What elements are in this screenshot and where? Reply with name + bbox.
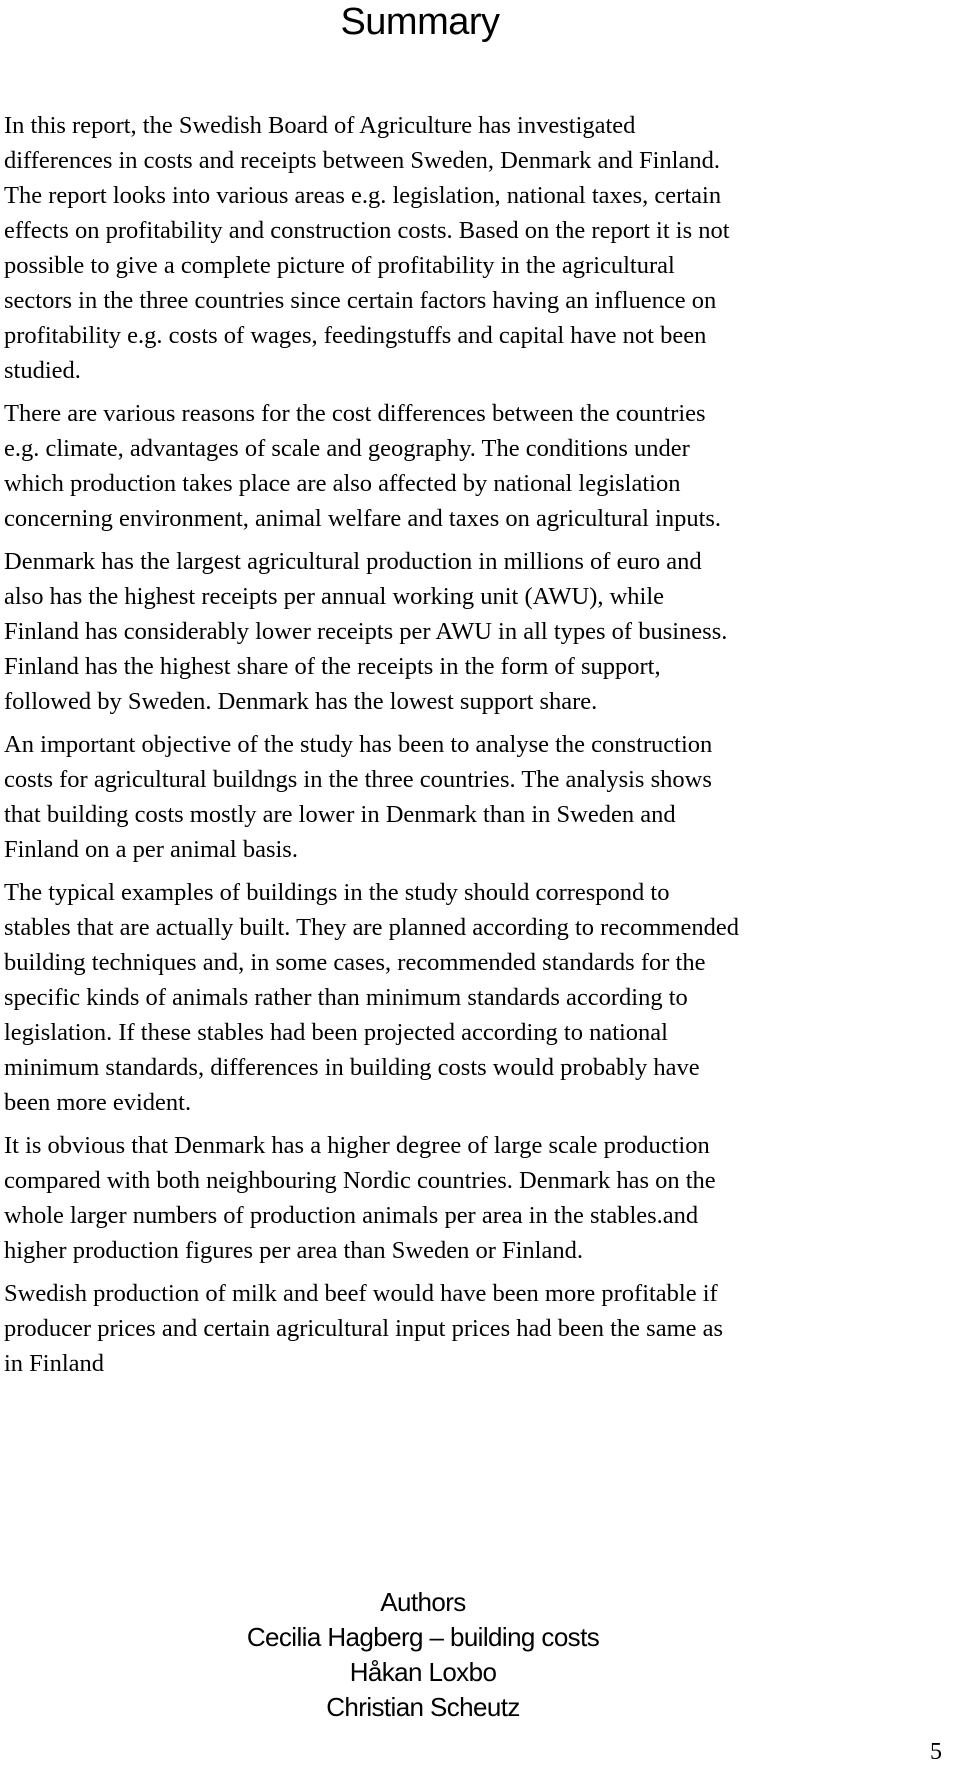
authors-heading: Authors (380, 1587, 466, 1617)
page-title: Summary (340, 1, 500, 43)
authors-block (0, 1585, 846, 1725)
paragraph-7: Swedish production of milk and beef would have been more profitable if producer prices and certain agricultural input prices had been the same as in Finland (4, 1280, 724, 1377)
paragraph-1: In this report, the Swedish Board of Agriculture has investigated differences in costs and receipts between Sweden, Denmark and Finland. The report looks into various areas e.g. legislation, national taxes, certain effects on profitability and construction costs. Based on the report it is not possible to give a complete picture of profitability in the agricultural sectors in the three countries since certain factors having an influence on profitability e.g. costs of wages, feedingstuffs and capital have not been studied. (4, 112, 730, 384)
author-name: Håkan Loxbo (349, 1657, 497, 1687)
author-name: Christian Scheutz (326, 1692, 520, 1722)
paragraph-5: The typical examples of buildings in the study should correspond to stables that are actually built. They are planned according to recommended building techniques and, in some cases, recommended standards for the specific kinds of animals rather than minimum standards according to legislation. If these stables had been projected according to national minimum standards, differences in building costs would probably have been more evident. (4, 879, 739, 1116)
author-name: Cecilia Hagberg – building costs (246, 1622, 600, 1652)
paragraph-6: It is obvious that Denmark has a higher degree of large scale production compared with both neighbouring Nordic countries. Denmark has on the whole larger numbers of production animals per area in the stables.and higher production figures per area than Sweden or Finland. (4, 1132, 716, 1264)
summary-body (4, 108, 904, 1389)
paragraph-2: There are various reasons for the cost differences between the countries e.g. climate, advantages of scale and geography. The conditions under which production takes place are also affected by national legislation concerning environment, animal welfare and taxes on agricultural inputs. (4, 400, 722, 532)
paragraph-3: Denmark has the largest agricultural production in millions of euro and also has the highest receipts per annual working unit (AWU), while Finland has considerably lower receipts per AWU in all types of business. Finland has the highest share of the receipts in the form of support, followed by Sweden. Denmark has the lowest support share. (4, 548, 728, 715)
page-number: 5 (930, 1739, 942, 1765)
paragraph-4: An important objective of the study has been to analyse the construction costs for agricultural buildngs in the three countries. The analysis shows that building costs mostly are lower in Denmark than in Sweden and Finland on a per animal basis. (4, 731, 713, 863)
